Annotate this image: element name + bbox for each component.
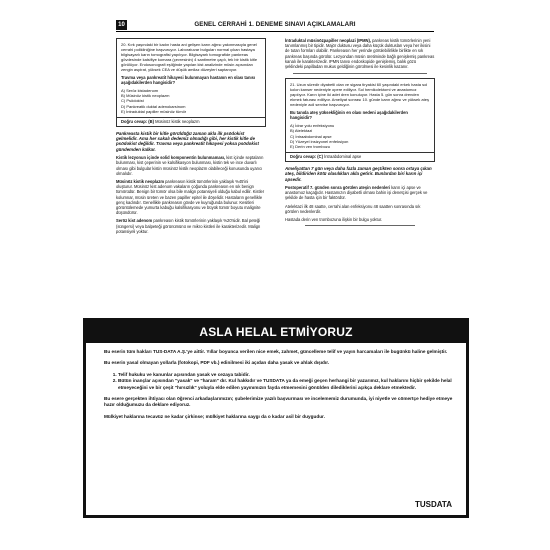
banner-line: Bu eserin tüm hakları TUS-DATA A.Ş.'ye aittir. Yıllar boyunca verilen nice emek, zahmet, güncelleme telif ve yayın harcamaları ile bugünkü haline gelmiştir. bbox=[104, 349, 448, 354]
option-e: E) İntraduktal papiller müsinöz tümör bbox=[121, 108, 187, 114]
right-column bbox=[285, 38, 435, 228]
paragraph-text: kist içinde septaların bulunması, kist çeperinin ve kalsifikasyon bulunması, kistin tek ve ince duvarlı olması gibi bulgular kistin müsinöz kistik neoplazm olabileceği konusunda uyarıcı olmalıdır. bbox=[116, 155, 264, 176]
explanation-paragraph bbox=[116, 218, 266, 234]
left-column bbox=[116, 38, 266, 237]
banner-list bbox=[104, 372, 454, 391]
page-number: 10 bbox=[116, 20, 127, 30]
paragraph-text: pankreasın kistik tümörlerinin yaklaşık %20'sidir. Bal peteği (süngersi) veya balpeteği görünümünü ve mikro kistleri ile karakterizedir. Malign potansiyeli yoktur. bbox=[116, 218, 261, 234]
question-21-stem: Bu tanıda ateş yüksekliğinin en olası nedeni aşağıdakilerden hangisidir? bbox=[290, 110, 408, 121]
option-c: C) İntraabdominal apse bbox=[290, 133, 332, 139]
option-e: E) Derin ven trombozu bbox=[290, 144, 331, 150]
answer-20-text: Müsinöz kistik neoplazm bbox=[155, 119, 200, 125]
explanation-paragraph: Pankreasta kistik bir kitle görüldüğü zaman akla ilk psödokist gelmelidir. Ama her sakalı dedemiz olmadığı gibi, her kistik kitle de psödokist değildir. Travma veya pankreatit hikayesi yoksa psödokist gündemden kalkar. bbox=[116, 130, 259, 152]
explanation-paragraph bbox=[285, 185, 435, 201]
answer-21-text: İntraabdominal apse bbox=[324, 154, 362, 160]
answer-21 bbox=[286, 152, 434, 161]
answer-20-label: Doğru cevap: (B) bbox=[121, 119, 154, 125]
paragraph-label: Kistik lezyonun içinde solid komponentin bulunmaması, bbox=[116, 155, 226, 161]
banner-list-item: 2. Bütün inançlar açısından "yasak" ve "haram" dır. Kul hakkıdır ve TUSDATA ya da emeği geçen herhangi bir yazarımız, kul haklarını hiçbir şekilde helal etmeyeceğini ve bir çeşit "hırsızlık" yoluyla elde edilen yayınımızın fayda etmemesini gönülden dilediklerini açıkça deklare etmektedir. bbox=[118, 378, 454, 391]
paragraph-label: İntraduktal müsinözpapiller neoplazi (IPMN), bbox=[285, 38, 371, 43]
question-20-box bbox=[116, 38, 266, 127]
banner-signature: TUSDATA bbox=[414, 500, 452, 509]
answer-21-label: Doğru cevap: (C) bbox=[290, 154, 323, 160]
option-a: A) İdrar yolu enfeksiyonu bbox=[290, 123, 335, 129]
question-20-stem: Travma veya pankreatit hikayesi bulunmayan hastanın en olası tanısı aşağıdakilerden hangisidir? bbox=[121, 75, 256, 85]
explanation-paragraph bbox=[116, 155, 266, 176]
paragraph-label: Müsinöz kistik neoplazm bbox=[116, 179, 164, 185]
paragraph-label: Postoperatif 7. günden sonra görülen ateşin nedenleri bbox=[285, 185, 391, 191]
paragraph-text: pankreas kistik tümörlerinin yeni tanımlanmış bir tipidir. Majör duktusu veya daha küçük duktusları veya her ikisini de tutan formları olabilir. Pankreasın her yerinde görülebilirlikle birlikte en sık pankreas başında görülür. Lezyondan müsin üretiminde bağlı genişlemiş pankreas kanalı ile karakterizedir. IPMN tanısı endoskopide genişlemiş, balık gözü şeklindeki papilladan mukus geldiğinin görülmesi ile kesinlik kazanır. bbox=[285, 38, 435, 70]
paragraph-text: karın içi apse ve anastomoz kaçağıdır. Hastamızın diyabetli olması bahin işi denetçisi gerçek ve şekilde de hasta için bir faktördür. bbox=[285, 185, 428, 201]
header-title: GENEL CERRAHİ 1. DENEME SINAVI AÇIKLAMALARI bbox=[194, 21, 356, 28]
option-d: D) Yüzeyel insizyonel enfeksiyon bbox=[290, 138, 349, 144]
paragraph-text: pankreasın kistik tümörlerinin yaklaşık %45'ini oluşturur. Müsinöz kist adenom vakaların çoğunda pankreasın en sık benign tümörüdür. Benign bir tümör olsa bile malign potansiyeli olduğu kabul edilir. Kistler kolumnar, müsin üreten ve bazen papiller epitel ile döşelidir. Hastaların genellikle genç kadındır. Genellikle pankreasın gövde ve kuyruğunda bulunur. Kesitleri görüntülemede yumurta kabuğu kalsifikasyonu ve büyük tümör boyutu malignite düşündürür. bbox=[116, 179, 265, 216]
explanation-paragraph: Hastada derin ven trombozuna ilişkin bir bulgu yoktur. bbox=[285, 217, 383, 223]
explanation-paragraph bbox=[116, 179, 266, 215]
divider bbox=[293, 73, 427, 74]
paragraph-label: Seröz kist adenom bbox=[116, 218, 153, 224]
explanation-paragraph: Ameliyattan 7 gün veya daha fazla zaman geçtikten sonra ortaya çıkan ateş, bildiriden kötü olasılıkları akla getirir. Bunlardan biri karın içi apsedir. bbox=[285, 165, 432, 182]
question-21-box bbox=[285, 78, 435, 162]
question-20-text: 20. Kırk yaşındaki bir kadın hasta ani gelişen karın ağrısı yakınmasıyla genel cerrahi polikliniğine başvuruyor. Laboratuvar bulguları normal çıkan hastaya bilgisayarlı karın tomografisi yapılıyor. Bilgisayarlı tomografide pankreas gövdesinde kalsifiye komara (çevresinin) 4 santimetre çaplı, tek bir kistik kitle görülüyor. Endosonografi eşliğinde yapılan kist analizinde müsin açısından zengin aspirat, yüksek CEA ve düşük amilaz düzeyleri saptanıyor. bbox=[121, 42, 258, 72]
copyright-banner bbox=[83, 318, 469, 518]
option-d: D) Pankreatik duktal adenokarsinom bbox=[121, 103, 186, 109]
explanation-paragraph bbox=[285, 38, 435, 69]
divider bbox=[305, 225, 415, 226]
banner-line: Bu esere gerçekten ihtiyacı olan öğrenci arkadaşlarımızın; şubelerimize yazılı başvurması ve incelememiz durumunda, iyi niyetle ve cömertçe hediye etmeye hazır olduğumuzu da deklare ediyoruz. bbox=[104, 396, 453, 408]
option-a: A) Seröz kistadenom bbox=[121, 88, 159, 93]
option-c: C) Psödokist bbox=[121, 98, 144, 104]
option-b: B) Müsinöz kistik neoplazm bbox=[121, 93, 170, 99]
answer-20 bbox=[117, 117, 265, 126]
banner-list-item: 1. Telif hukuku ve kanunlar açısından yasak ve cezaya tabidir. bbox=[118, 372, 454, 378]
banner-line: Mülkiyet haklarına tecavüz ne kadar çirkinse; mülkiyet haklarına saygı da o kadar asil bir duygudur. bbox=[104, 413, 325, 419]
explanation-paragraph: Atelektazi ilk 48 saatte, cerrahi alan enfeksiyonu 48 saatten sonrasında sık görülen nedenlerdir. bbox=[285, 203, 421, 214]
banner-line: Bu eserin yasal olmayan yollarla (fotokopi, PDF vb.) edinilmesi iki açıdan daha yasak ve ahlak dışıdır. bbox=[104, 360, 330, 366]
banner-body bbox=[104, 349, 454, 425]
page-header bbox=[116, 19, 434, 32]
banner-title: ASLA HELAL ETMİYORUZ bbox=[86, 321, 466, 343]
question-21-text: 21. Uzun süredir diyabetli olan ve sigara tiryakisi 60 yaşındaki erkek hasta sol kolon kanser nedeniyle opere ediliyor. Sol hemikolektomi ve anastomoz yapılıyor. Karın içine iki adet dren konuluyor. Hasta 5. gün sonra drenden ekmek faturası ediliyor. Ameliyat sonrası 10. günde karın ağrısı ve yüksek ateş nedeniyle acil servise başvuruyor. bbox=[290, 82, 429, 108]
option-b: B) Atelektazi bbox=[290, 128, 313, 134]
